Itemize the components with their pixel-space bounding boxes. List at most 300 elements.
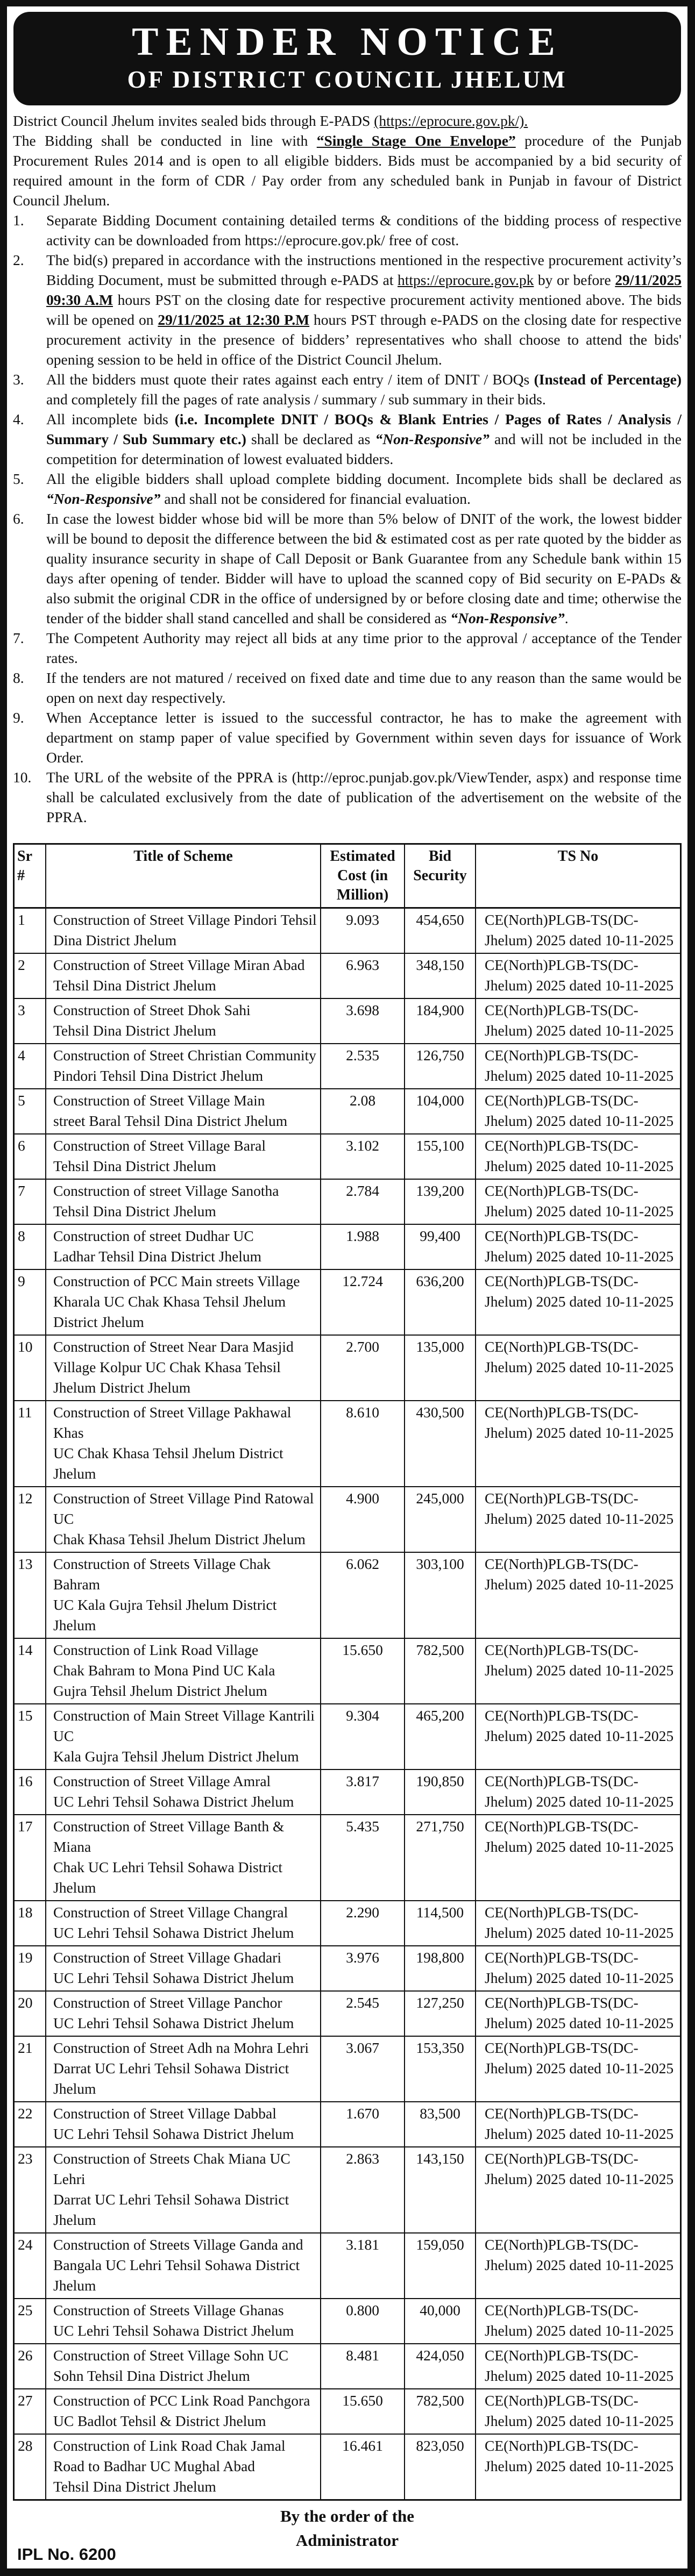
cell-estimated-cost: 8.481 bbox=[321, 2344, 405, 2389]
cell-estimated-cost: 12.724 bbox=[321, 1269, 405, 1335]
cell-estimated-cost: 15.650 bbox=[321, 2389, 405, 2434]
condition-text bbox=[46, 250, 682, 369]
scheme-title-line: Darrat UC Lehri Tehsil Sohawa District Jhelum bbox=[53, 2060, 289, 2097]
text-segment: District Council Jhelum invites sealed bids through E-PADS bbox=[13, 112, 374, 129]
schemes-table-body bbox=[14, 908, 681, 2500]
cell-sr: 28 bbox=[14, 2434, 46, 2500]
ts-no-line: Jhelum) 2025 dated 10-11-2025 bbox=[485, 1359, 674, 1375]
text-segment: shall be declared as bbox=[246, 431, 375, 447]
ts-no-line: Jhelum) 2025 dated 10-11-2025 bbox=[485, 1067, 674, 1084]
cell-estimated-cost: 3.976 bbox=[321, 1946, 405, 1991]
cell-title bbox=[46, 908, 321, 954]
cell-ts-no bbox=[476, 2147, 681, 2233]
cell-title bbox=[46, 1134, 321, 1179]
ts-no-line: Jhelum) 2025 dated 10-11-2025 bbox=[485, 2060, 674, 2077]
cell-ts-no bbox=[476, 1487, 681, 1552]
ts-no-line: CE(North)PLGB-TS(DC- bbox=[485, 1002, 639, 1018]
cell-ts-no bbox=[476, 1179, 681, 1224]
table-row bbox=[14, 1991, 681, 2036]
schemes-table bbox=[13, 843, 682, 2501]
text-segment: In case the lowest bidder whose bid will be more than 5% below of DNIT of the work, the lowest bidder will be bound to deposit the difference between the bid & estimated cost as per rate quoted by the bidder as quality insurance security in shape of Call Deposit or Bank Guarantee from any Schedule bank within 15 days after opening of tender. Bidder will have to upload the scanned copy of Bid security on E-PADs & also submit the original CDR in the office of undersigned by or before closing date and time; otherwise the tender of the bidder shall stand cancelled and shall be considered as bbox=[46, 510, 682, 626]
scheme-title-line: UC Lehri Tehsil Sohawa District Jhelum bbox=[53, 2125, 294, 2142]
cell-bid-security: 155,100 bbox=[405, 1134, 476, 1179]
cell-estimated-cost: 3.181 bbox=[321, 2233, 405, 2299]
text-segment: procedure of the Punjab Procurement Rules 2014 and is open to all eligible bidders. Bids must be accompanied by a bid security of required amount in the form of CDR / Pay order from any scheduled bank in Punjab in favour of District Council Jhelum. bbox=[13, 132, 682, 209]
condition-item bbox=[13, 250, 682, 369]
scheme-title-line: Tehsil Dina District Jhelum bbox=[53, 1158, 216, 1174]
ts-no-line: CE(North)PLGB-TS(DC- bbox=[485, 1273, 639, 1289]
cell-ts-no bbox=[476, 908, 681, 954]
ts-no-line: CE(North)PLGB-TS(DC- bbox=[485, 1404, 639, 1421]
cell-bid-security: 114,500 bbox=[405, 1901, 476, 1946]
cell-title bbox=[46, 1487, 321, 1552]
cell-sr: 25 bbox=[14, 2299, 46, 2344]
table-row bbox=[14, 2389, 681, 2434]
cell-bid-security: 636,200 bbox=[405, 1269, 476, 1335]
ts-no-line: CE(North)PLGB-TS(DC- bbox=[485, 1994, 639, 2011]
scheme-title-line: Tehsil Dina District Jhelum bbox=[53, 1022, 216, 1039]
scheme-title-line: UC Lehri Tehsil Sohawa District Jhelum bbox=[53, 1793, 294, 1810]
cell-ts-no bbox=[476, 2344, 681, 2389]
table-row bbox=[14, 1901, 681, 1946]
text-segment: hours PST through e-PADS on the closing date for respective procurement activity in the presence of bidders’ representatives who shall choose to attend the bids' opening session to be held in office of the District Council Jhelum. bbox=[46, 311, 682, 368]
cell-sr: 16 bbox=[14, 1769, 46, 1815]
text-segment-emphasis: (i.e. Incomplete DNIT / BOQs & Blank Entries / Pages of Rates / Analysis / Summary / Sub Summary etc.) bbox=[46, 411, 682, 447]
cell-ts-no bbox=[476, 1552, 681, 1638]
text-segment-emphasis: 29/11/2025 at 12:30 P.M bbox=[158, 311, 310, 328]
scheme-title-line: Construction of Street Christian Community bbox=[53, 1047, 316, 1064]
text-segment: hours PST on the closing date for respective procurement activity mentioned above. The bids will be opened on bbox=[46, 291, 682, 328]
cell-title bbox=[46, 2102, 321, 2147]
ts-no-line: CE(North)PLGB-TS(DC- bbox=[485, 1047, 639, 1064]
text-segment: and completely fill the pages of rate analysis / summary / sub summary in their bids. bbox=[46, 391, 546, 408]
col-header-estimated-cost: Estimated Cost (in Million) bbox=[321, 844, 405, 908]
cell-sr: 21 bbox=[14, 2036, 46, 2102]
condition-text bbox=[46, 210, 682, 250]
cell-ts-no bbox=[476, 2389, 681, 2434]
table-row bbox=[14, 2344, 681, 2389]
scheme-title-line: Kala Gujra Tehsil Jhelum District Jhelum bbox=[53, 1748, 299, 1765]
condition-number: 10. bbox=[13, 769, 32, 786]
cell-ts-no bbox=[476, 1044, 681, 1089]
cell-ts-no bbox=[476, 1704, 681, 1769]
text-segment: All the bidders must quote their rates against each entry / item of DNIT / BOQs bbox=[46, 371, 534, 388]
cell-bid-security: 40,000 bbox=[405, 2299, 476, 2344]
cell-title bbox=[46, 2344, 321, 2389]
cell-bid-security: 348,150 bbox=[405, 953, 476, 998]
scheme-title-line: Construction of PCC Main streets Village bbox=[53, 1273, 300, 1289]
ts-no-line: CE(North)PLGB-TS(DC- bbox=[485, 2437, 639, 2454]
cell-estimated-cost: 1.988 bbox=[321, 1224, 405, 1269]
cell-title bbox=[46, 998, 321, 1044]
scheme-title-line: Construction of Street Village Sohn UC bbox=[53, 2347, 289, 2364]
ts-no-line: Jhelum) 2025 dated 10-11-2025 bbox=[485, 1203, 674, 1219]
scheme-title-line: Pindori Tehsil Dina District Jhelum bbox=[53, 1067, 264, 1084]
cell-bid-security: 99,400 bbox=[405, 1224, 476, 1269]
cell-ts-no bbox=[476, 1946, 681, 1991]
ts-no-line: Jhelum) 2025 dated 10-11-2025 bbox=[485, 1158, 674, 1174]
scheme-title-line: Construction of Streets Village Ghanas bbox=[53, 2302, 284, 2318]
ts-no-line: Jhelum) 2025 dated 10-11-2025 bbox=[485, 1293, 674, 1310]
scheme-title-line: Jhelum District Jhelum bbox=[53, 1379, 191, 1396]
ts-no-line: CE(North)PLGB-TS(DC- bbox=[485, 1092, 639, 1109]
cell-estimated-cost: 1.670 bbox=[321, 2102, 405, 2147]
table-row bbox=[14, 1269, 681, 1335]
cell-estimated-cost: 6.963 bbox=[321, 953, 405, 998]
cell-estimated-cost: 2.290 bbox=[321, 1901, 405, 1946]
cell-title bbox=[46, 953, 321, 998]
banner bbox=[13, 12, 681, 105]
table-row bbox=[14, 953, 681, 998]
ts-no-line: Jhelum) 2025 dated 10-11-2025 bbox=[485, 2125, 674, 2142]
scheme-title-line: Chak Khasa Tehsil Jhelum District Jhelum bbox=[53, 1531, 306, 1547]
cell-bid-security: 424,050 bbox=[405, 2344, 476, 2389]
ts-no-line: Jhelum) 2025 dated 10-11-2025 bbox=[485, 977, 674, 994]
scheme-title-line: Construction of Street Village Ghadari bbox=[53, 1949, 281, 1966]
condition-number: 8. bbox=[13, 669, 24, 686]
cell-title bbox=[46, 1815, 321, 1901]
cell-estimated-cost: 0.800 bbox=[321, 2299, 405, 2344]
text-segment-emphasis: “Non-Responsive” bbox=[450, 610, 565, 626]
ts-no-line: Jhelum) 2025 dated 10-11-2025 bbox=[485, 1248, 674, 1265]
cell-sr: 17 bbox=[14, 1815, 46, 1901]
condition-text bbox=[46, 369, 682, 409]
cell-estimated-cost: 3.067 bbox=[321, 2036, 405, 2102]
ts-no-line: Jhelum) 2025 dated 10-11-2025 bbox=[485, 2171, 674, 2187]
cell-title bbox=[46, 2299, 321, 2344]
ts-no-line: CE(North)PLGB-TS(DC- bbox=[485, 1338, 639, 1355]
scheme-title-line: Construction of Link Road Village bbox=[53, 1642, 259, 1658]
table-row bbox=[14, 2434, 681, 2500]
ts-no-line: Jhelum) 2025 dated 10-11-2025 bbox=[485, 1838, 674, 1855]
scheme-title-line: Construction of Street Village Pind Ratowal UC bbox=[53, 1490, 314, 1527]
ts-no-line: CE(North)PLGB-TS(DC- bbox=[485, 2302, 639, 2318]
cell-title bbox=[46, 2434, 321, 2500]
cell-estimated-cost: 2.08 bbox=[321, 1089, 405, 1134]
cell-sr: 4 bbox=[14, 1044, 46, 1089]
ts-no-line: Jhelum) 2025 dated 10-11-2025 bbox=[485, 1112, 674, 1129]
scheme-title-line: Construction of Link Road Chak Jamal bbox=[53, 2437, 286, 2454]
ts-no-line: CE(North)PLGB-TS(DC- bbox=[485, 1182, 639, 1199]
text-segment-emphasis: (https://eprocure.gov.pk/). bbox=[374, 112, 528, 129]
scheme-title-line: UC Kala Gujra Tehsil Jhelum District Jhelum bbox=[53, 1596, 277, 1633]
condition-text bbox=[46, 628, 682, 668]
scheme-title-line: Chak UC Lehri Tehsil Sohawa District Jhelum bbox=[53, 1859, 283, 1896]
cell-bid-security: 271,750 bbox=[405, 1815, 476, 1901]
cell-title bbox=[46, 1269, 321, 1335]
table-row bbox=[14, 1487, 681, 1552]
condition-number: 9. bbox=[13, 709, 24, 726]
scheme-title-line: Dina District Jhelum bbox=[53, 932, 177, 948]
ts-no-line: Jhelum) 2025 dated 10-11-2025 bbox=[485, 1510, 674, 1527]
scheme-title-line: Construction of Streets Village Chak Bahram bbox=[53, 1555, 271, 1593]
ts-no-line: CE(North)PLGB-TS(DC- bbox=[485, 2236, 639, 2253]
table-row bbox=[14, 1224, 681, 1269]
cell-estimated-cost: 3.102 bbox=[321, 1134, 405, 1179]
cell-sr: 14 bbox=[14, 1638, 46, 1704]
cell-sr: 13 bbox=[14, 1552, 46, 1638]
scheme-title-line: Tehsil Dina District Jhelum bbox=[53, 1203, 216, 1219]
table-row bbox=[14, 908, 681, 954]
condition-item bbox=[13, 369, 682, 409]
condition-item bbox=[13, 409, 682, 469]
cell-bid-security: 454,650 bbox=[405, 908, 476, 954]
col-header-sr bbox=[14, 844, 46, 908]
text-segment-emphasis: https://eprocure.gov.pk bbox=[398, 272, 534, 288]
cell-estimated-cost: 6.062 bbox=[321, 1552, 405, 1638]
cell-ts-no bbox=[476, 1901, 681, 1946]
ts-no-line: Jhelum) 2025 dated 10-11-2025 bbox=[485, 1576, 674, 1593]
ts-no-line: CE(North)PLGB-TS(DC- bbox=[485, 911, 639, 928]
condition-number: 4. bbox=[13, 411, 24, 427]
scheme-title-line: Construction of Street Near Dara Masjid bbox=[53, 1338, 294, 1355]
col-header-title: Title of Scheme bbox=[46, 844, 321, 908]
scheme-title-line: Road to Badhar UC Mughal Abad bbox=[53, 2458, 256, 2474]
cell-sr: 6 bbox=[14, 1134, 46, 1179]
cell-sr: 5 bbox=[14, 1089, 46, 1134]
cell-sr: 8 bbox=[14, 1224, 46, 1269]
footer bbox=[13, 2501, 682, 2568]
text-segment: All incomplete bids bbox=[46, 411, 175, 427]
table-row bbox=[14, 1704, 681, 1769]
condition-number: 3. bbox=[13, 371, 24, 388]
table-row bbox=[14, 1815, 681, 1901]
condition-text bbox=[46, 708, 682, 767]
cell-bid-security: 135,000 bbox=[405, 1335, 476, 1401]
cell-estimated-cost: 2.863 bbox=[321, 2147, 405, 2233]
ts-no-line: CE(North)PLGB-TS(DC- bbox=[485, 1555, 639, 1572]
order-line-1: By the order of the bbox=[280, 2507, 415, 2525]
condition-number: 5. bbox=[13, 470, 24, 487]
ts-no-line: Jhelum) 2025 dated 10-11-2025 bbox=[485, 1022, 674, 1039]
cell-title bbox=[46, 1335, 321, 1401]
cell-bid-security: 465,200 bbox=[405, 1704, 476, 1769]
cell-bid-security: 198,800 bbox=[405, 1946, 476, 1991]
cell-sr: 27 bbox=[14, 2389, 46, 2434]
ts-no-line: Jhelum) 2025 dated 10-11-2025 bbox=[485, 2015, 674, 2031]
scheme-title-line: UC Lehri Tehsil Sohawa District Jhelum bbox=[53, 2322, 294, 2339]
cell-ts-no bbox=[476, 1991, 681, 2036]
scheme-title-line: UC Lehri Tehsil Sohawa District Jhelum bbox=[53, 2015, 294, 2031]
scheme-title-line: Bangala UC Lehri Tehsil Sohawa District Jhelum bbox=[53, 2257, 300, 2294]
cell-sr: 2 bbox=[14, 953, 46, 998]
cell-bid-security: 153,350 bbox=[405, 2036, 476, 2102]
cell-sr: 3 bbox=[14, 998, 46, 1044]
condition-number: 6. bbox=[13, 510, 24, 527]
cell-estimated-cost: 2.545 bbox=[321, 1991, 405, 2036]
scheme-title-line: Construction of Street Village Pindori Tehsil bbox=[53, 911, 317, 928]
text-segment: and shall not be considered for financial evaluation. bbox=[160, 490, 471, 507]
condition-item bbox=[13, 668, 682, 708]
cell-ts-no bbox=[476, 1815, 681, 1901]
cell-title bbox=[46, 2233, 321, 2299]
text-segment: . bbox=[564, 610, 569, 626]
scheme-title-line: Chak Bahram to Mona Pind UC Kala bbox=[53, 1662, 275, 1679]
ts-no-line: CE(North)PLGB-TS(DC- bbox=[485, 2039, 639, 2056]
cell-title bbox=[46, 2036, 321, 2102]
ts-no-line: CE(North)PLGB-TS(DC- bbox=[485, 1642, 639, 1658]
ts-no-line: CE(North)PLGB-TS(DC- bbox=[485, 2150, 639, 2167]
text-segment: The Competent Authority may reject all bids at any time prior to the approval / acceptance of the Tender rates. bbox=[46, 630, 682, 666]
cell-ts-no bbox=[476, 1224, 681, 1269]
table-row bbox=[14, 2102, 681, 2147]
text-segment: When Acceptance letter is issued to the successful contractor, he has to make the agreement with department on stamp paper of value specified by Government within seven days for issuance of Work Order. bbox=[46, 709, 682, 766]
ts-no-line: CE(North)PLGB-TS(DC- bbox=[485, 1904, 639, 1921]
scheme-title-line: Sohn Tehsil Dina District Jhelum bbox=[53, 2367, 250, 2384]
condition-text bbox=[46, 469, 682, 509]
scheme-title-line: Construction of Street Village Baral bbox=[53, 1137, 266, 1154]
cell-ts-no bbox=[476, 1269, 681, 1335]
ts-no-line: Jhelum) 2025 dated 10-11-2025 bbox=[485, 2413, 674, 2429]
ts-no-line: Jhelum) 2025 dated 10-11-2025 bbox=[485, 2458, 674, 2474]
scheme-title-line: Tehsil Dina District Jhelum bbox=[53, 2478, 216, 2495]
col-header-sr-line1: Sr bbox=[17, 848, 32, 865]
cell-bid-security: 143,150 bbox=[405, 2147, 476, 2233]
cell-ts-no bbox=[476, 2299, 681, 2344]
condition-item bbox=[13, 628, 682, 668]
cell-title bbox=[46, 1946, 321, 1991]
header-row bbox=[14, 844, 681, 908]
scheme-title-line: street Baral Tehsil Dina District Jhelum bbox=[53, 1112, 288, 1129]
ts-no-line: CE(North)PLGB-TS(DC- bbox=[485, 2392, 639, 2409]
scheme-title-line: Tehsil Dina District Jhelum bbox=[53, 977, 216, 994]
cell-bid-security: 190,850 bbox=[405, 1769, 476, 1815]
table-row bbox=[14, 2036, 681, 2102]
scheme-title-line: Construction of Streets Chak Miana UC Lehri bbox=[53, 2150, 290, 2187]
cell-sr: 10 bbox=[14, 1335, 46, 1401]
condition-item bbox=[13, 708, 682, 767]
ts-no-line: CE(North)PLGB-TS(DC- bbox=[485, 957, 639, 973]
table-row bbox=[14, 1638, 681, 1704]
scheme-title-line: Construction of Street Village Changral bbox=[53, 1904, 288, 1921]
scheme-title-line: Construction of Street Village Main bbox=[53, 1092, 265, 1109]
text-segment: If the tenders are not matured / received on fixed date and time due to any reason than the same would be open on next day respectively. bbox=[46, 669, 682, 706]
scheme-title-line: Construction of Main Street Village Kantrili UC bbox=[53, 1707, 315, 1744]
condition-number: 7. bbox=[13, 630, 24, 646]
cell-bid-security: 245,000 bbox=[405, 1487, 476, 1552]
cell-ts-no bbox=[476, 1638, 681, 1704]
table-row bbox=[14, 998, 681, 1044]
ts-no-line: CE(North)PLGB-TS(DC- bbox=[485, 1490, 639, 1507]
col-header-sr-line2: # bbox=[17, 867, 25, 884]
cell-title bbox=[46, 1638, 321, 1704]
scheme-title-line: UC Badlot Tehsil & District Jhelum bbox=[53, 2413, 266, 2429]
text-segment-emphasis: “Non-Responsive” bbox=[46, 490, 161, 507]
scheme-title-line: Ladhar Tehsil Dina District Jhelum bbox=[53, 1248, 262, 1265]
ts-no-line: Jhelum) 2025 dated 10-11-2025 bbox=[485, 2322, 674, 2339]
cell-ts-no bbox=[476, 998, 681, 1044]
cell-estimated-cost: 3.698 bbox=[321, 998, 405, 1044]
cell-sr: 20 bbox=[14, 1991, 46, 2036]
cell-ts-no bbox=[476, 1769, 681, 1815]
ts-no-line: Jhelum) 2025 dated 10-11-2025 bbox=[485, 2367, 674, 2384]
condition-text bbox=[46, 409, 682, 469]
cell-sr: 12 bbox=[14, 1487, 46, 1552]
text-segment: and will not be included in the competition for determination of lowest evaluated bidders. bbox=[46, 431, 682, 467]
table-row bbox=[14, 2147, 681, 2233]
cell-estimated-cost: 9.093 bbox=[321, 908, 405, 954]
scheme-title-line: Darrat UC Lehri Tehsil Sohawa District Jhelum bbox=[53, 2191, 289, 2228]
cell-estimated-cost: 16.461 bbox=[321, 2434, 405, 2500]
text-segment: All the eligible bidders shall upload complete bidding document. Incomplete bids shall be declared as bbox=[46, 470, 682, 487]
scheme-title-line: Construction of Streets Village Ganda and bbox=[53, 2236, 303, 2253]
table-row bbox=[14, 1552, 681, 1638]
text-segment-emphasis: 29/11/2025 09:30 A.M bbox=[46, 272, 682, 308]
condition-item bbox=[13, 210, 682, 250]
scheme-title-line: UC Lehri Tehsil Sohawa District Jhelum bbox=[53, 1970, 294, 1986]
cell-bid-security: 126,750 bbox=[405, 1044, 476, 1089]
condition-text bbox=[46, 767, 682, 827]
condition-item bbox=[13, 767, 682, 827]
condition-item bbox=[13, 469, 682, 509]
ts-no-line: CE(North)PLGB-TS(DC- bbox=[485, 1773, 639, 1789]
cell-estimated-cost: 5.435 bbox=[321, 1815, 405, 1901]
cell-sr: 15 bbox=[14, 1704, 46, 1769]
table-row bbox=[14, 2299, 681, 2344]
cell-bid-security: 139,200 bbox=[405, 1179, 476, 1224]
intro-paragraphs bbox=[13, 111, 682, 210]
schemes-table-header bbox=[14, 844, 681, 908]
ipl-number: IPL No. 6200 bbox=[17, 2545, 116, 2564]
cell-estimated-cost: 3.817 bbox=[321, 1769, 405, 1815]
cell-bid-security: 782,500 bbox=[405, 2389, 476, 2434]
scheme-title-line: Kharala UC Chak Khasa Tehsil Jhelum bbox=[53, 1293, 286, 1310]
cell-estimated-cost: 9.304 bbox=[321, 1704, 405, 1769]
cell-sr: 7 bbox=[14, 1179, 46, 1224]
order-line-2: Administrator bbox=[295, 2531, 399, 2550]
scheme-title-line: District Jhelum bbox=[53, 1314, 144, 1330]
text-segment-emphasis: (Instead of Percentage) bbox=[534, 371, 682, 388]
ts-no-line: Jhelum) 2025 dated 10-11-2025 bbox=[485, 1662, 674, 1679]
cell-bid-security: 83,500 bbox=[405, 2102, 476, 2147]
scheme-title-line: Construction of Street Village Miran Abad bbox=[53, 957, 305, 973]
cell-ts-no bbox=[476, 1401, 681, 1487]
cell-sr: 22 bbox=[14, 2102, 46, 2147]
table-row bbox=[14, 1134, 681, 1179]
cell-bid-security: 303,100 bbox=[405, 1552, 476, 1638]
cell-title bbox=[46, 1552, 321, 1638]
scheme-title-line: Construction of street Village Sanotha bbox=[53, 1182, 279, 1199]
condition-item bbox=[13, 509, 682, 628]
cell-ts-no bbox=[476, 1134, 681, 1179]
ts-no-line: CE(North)PLGB-TS(DC- bbox=[485, 1949, 639, 1966]
scheme-title-line: Village Kolpur UC Chak Khasa Tehsil bbox=[53, 1359, 281, 1375]
ts-no-line: Jhelum) 2025 dated 10-11-2025 bbox=[485, 1924, 674, 1941]
scheme-title-line: Construction of Street Village Amral bbox=[53, 1773, 271, 1789]
condition-text bbox=[46, 668, 682, 708]
cell-ts-no bbox=[476, 2434, 681, 2500]
text-segment-emphasis: “Single Stage One Envelope” bbox=[316, 132, 516, 149]
table-row bbox=[14, 2233, 681, 2299]
intro-paragraph bbox=[13, 111, 682, 131]
cell-sr: 18 bbox=[14, 1901, 46, 1946]
text-segment: The bid(s) prepared in accordance with the instructions mentioned in the respective procurement activity’s Bidding Document, must be submitted through e-PADS at bbox=[46, 252, 682, 288]
cell-title bbox=[46, 2389, 321, 2434]
ts-no-line: Jhelum) 2025 dated 10-11-2025 bbox=[485, 1970, 674, 1986]
cell-bid-security: 430,500 bbox=[405, 1401, 476, 1487]
cell-ts-no bbox=[476, 2102, 681, 2147]
condition-number: 1. bbox=[13, 212, 24, 229]
page-title: TENDER NOTICE bbox=[132, 20, 563, 64]
condition-text bbox=[46, 509, 682, 628]
ts-no-line: CE(North)PLGB-TS(DC- bbox=[485, 1137, 639, 1154]
cell-bid-security: 127,250 bbox=[405, 1991, 476, 2036]
col-header-bid-security: Bid Security bbox=[405, 844, 476, 908]
cell-bid-security: 104,000 bbox=[405, 1089, 476, 1134]
text-segment: by or before bbox=[534, 272, 615, 288]
cell-sr: 19 bbox=[14, 1946, 46, 1991]
scheme-title-line: Construction of Street Village Dabbal bbox=[53, 2105, 276, 2122]
